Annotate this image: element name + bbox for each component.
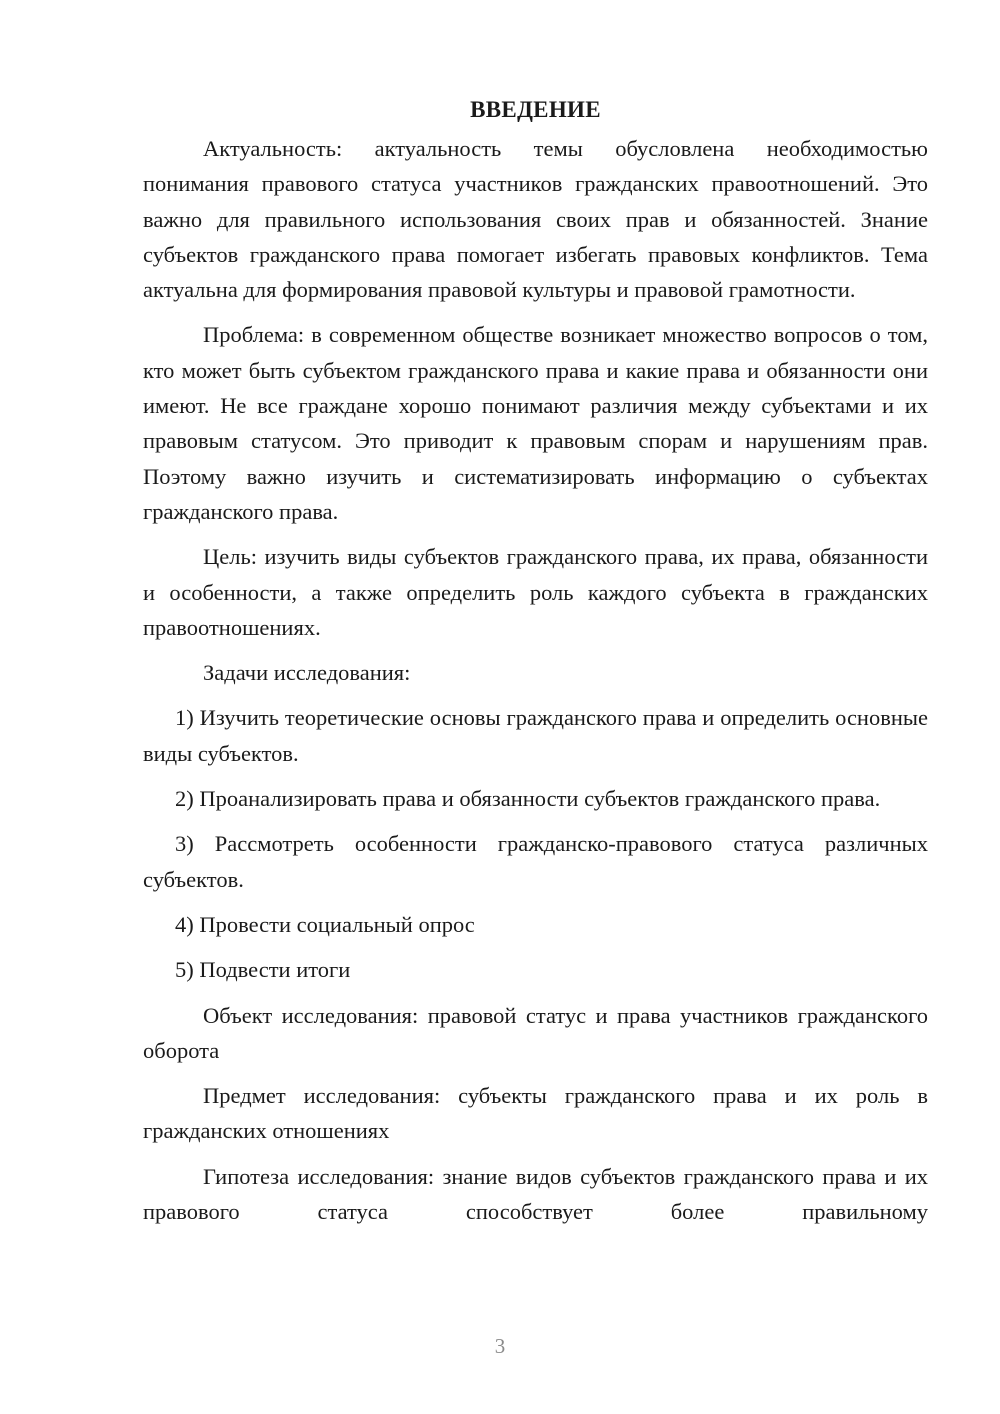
task-item-4: 4) Провести социальный опрос xyxy=(175,911,475,937)
task-item-5: 5) Подвести итоги xyxy=(175,957,351,983)
problem-paragraph: Проблема: в современном обществе возникает множество вопросов о том, кто может быть субъектом гражданского права и какие права и обязанности они имеют. Не все граждане хорошо понимают различия между субъектами и их правовым статусом. Это приводит к правовым спорам и нарушениям прав. Поэтому важно изучить и систематизировать информацию о субъектах гражданского права. xyxy=(143,322,928,524)
task-item-3: 3) Рассмотреть особенности гражданско-правового статуса различных субъектов. xyxy=(143,831,928,892)
task-item-1: 1) Изучить теоретические основы гражданского права и определить основные виды субъектов. xyxy=(143,705,928,766)
subject-paragraph: Предмет исследования: субъекты гражданского права и их роль в гражданских отношениях xyxy=(143,1083,928,1144)
relevance-paragraph: Актуальность: актуальность темы обусловлена необходимостью понимания правового статуса участников гражданских правоотношений. Это важно для правильного использования своих прав и обязанностей. Знание субъектов гражданского права помогает избегать правовых конфликтов. Тема актуальна для формирования правовой культуры и правовой грамотности. xyxy=(143,136,928,303)
goal-paragraph: Цель: изучить виды субъектов гражданского права, их права, обязанности и особенности, а также определить роль каждого субъекта в гражданских правоотношениях. xyxy=(143,544,928,640)
object-paragraph: Объект исследования: правовой статус и права участников гражданского оборота xyxy=(143,1002,928,1063)
hypothesis-paragraph: Гипотеза исследования: знание видов субъектов гражданского права и их правового статуса способствует более правильному xyxy=(143,1163,928,1225)
page-number: 3 xyxy=(494,1334,506,1358)
tasks-title: Задачи исследования: xyxy=(203,660,411,686)
page-content xyxy=(143,92,928,1229)
section-heading: ВВЕДЕНИЕ xyxy=(470,97,601,122)
task-item-2: 2) Проанализировать права и обязанности субъектов гражданского права. xyxy=(175,786,881,812)
